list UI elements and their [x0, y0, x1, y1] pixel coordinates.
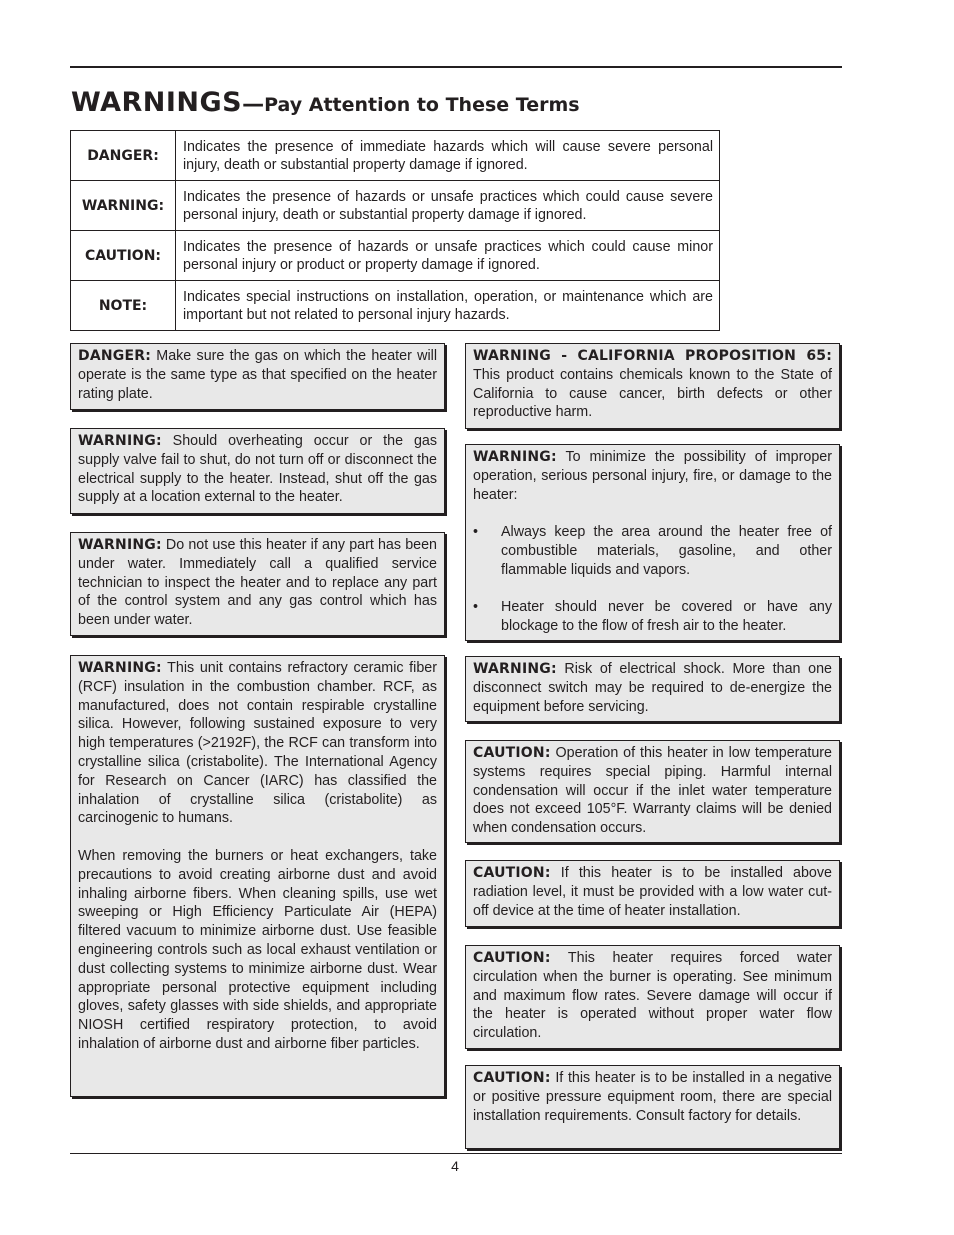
- warning-improper-operation-box: [465, 444, 840, 641]
- top-rule: [70, 66, 842, 68]
- box-body: This unit contains refractory ceramic fiber (RCF) insulation in the combustion chamber. RCF, as manufactured, does not contain respirable crystalline silica. However, following sustained exposure to very high temperatures (>2192F), the RCF can transform into crystalline silica (cristabolite). The International Agency for Research on Cancer (IARC) has classified the inhalation of crystalline silica (cristabolite) as carcinogenic to humans.: [78, 660, 437, 827]
- caution-low-temperature-box: [465, 740, 840, 843]
- box-text-2: When removing the burners or heat exchangers, take precautions to avoid creating airborne dust and avoid inhaling airborne fibers. When cleaning spills, use wet sweeping or High Efficiency Particulate Air (HEPA) filtered vacuum to minimize airborne dust. Use feasible engineering controls such as local exhaust ventilation or dust collecting systems to minimize airborne dust. Wear appropriate personal protective equipment including gloves, safety glasses with side shields, and appropriate NIOSH certified respiratory protection, to avoid inhalation of airborne dust and airborne fiber particles.: [78, 847, 437, 1052]
- box-text: [473, 744, 832, 838]
- terms-row-caution: [71, 231, 720, 281]
- term-description: Indicates the presence of hazards or unsafe practices which could cause minor personal injury or product or property damage if ignored.: [176, 231, 720, 281]
- box-text: [78, 432, 437, 507]
- title-sub: Pay Attention to These Terms: [264, 94, 580, 116]
- term-label: NOTE:: [71, 281, 176, 331]
- box-text: [473, 660, 832, 716]
- box-text: [78, 536, 437, 630]
- box-label: CAUTION:: [473, 745, 551, 761]
- caution-pressure-room-box: [465, 1065, 840, 1149]
- box-body: Do not use this heater if any part has been under water. Immediately call a qualified service technician to inspect the heater and to replace any part of the control system and any gas control which has been under water.: [78, 537, 437, 629]
- box-text: [473, 448, 832, 504]
- box-text: [473, 347, 832, 422]
- terms-row-warning: [71, 181, 720, 231]
- box-label: WARNING:: [473, 661, 557, 677]
- terms-table: [70, 130, 720, 331]
- box-label: WARNING - CALIFORNIA PROPOSITION 65:: [473, 348, 832, 364]
- bullet-icon: •: [473, 599, 479, 616]
- box-body: This product contains chemicals known to the State of California to cause cancer, birth defects or other reproductive harm.: [473, 366, 832, 421]
- warning-under-water-box: [70, 532, 445, 636]
- danger-gas-type-box: [70, 343, 445, 410]
- box-label: WARNING:: [78, 660, 162, 676]
- bottom-rule: [70, 1153, 842, 1154]
- box-body: If this heater is to be installed above radiation level, it must be provided with a low water cut-off device at the time of heater installation.: [473, 865, 832, 919]
- warning-electrical-shock-box: [465, 656, 840, 722]
- warning-rcf-box: [70, 655, 445, 1097]
- term-label: WARNING:: [71, 181, 176, 231]
- page-number: 4: [451, 1158, 459, 1174]
- page-title: [71, 82, 580, 119]
- box-label: WARNING:: [78, 537, 162, 553]
- list-item: [473, 598, 832, 636]
- box-body: Operation of this heater in low temperature systems requires special piping. Harmful internal condensation will occur if the inlet water temperature does not exceed 105°F. Warranty claims will be denied when condensation occurs.: [473, 745, 832, 837]
- box-body: If this heater is to be installed in a negative or positive pressure equipment room, there are special installation requirements. Consult factory for details.: [473, 1070, 832, 1124]
- term-label: DANGER:: [71, 131, 176, 181]
- box-body: This heater requires forced water circulation when the burner is operating. See minimum and maximum flow rates. Severe damage will occur if the heater is operated without proper water flow circulation.: [473, 950, 832, 1042]
- box-body: Risk of electrical shock. More than one disconnect switch may be required to de-energize the equipment before servicing.: [473, 661, 832, 715]
- caution-radiation-level-box: [465, 860, 840, 927]
- caution-forced-circulation-box: [465, 945, 840, 1049]
- warning-prop65-box: [465, 343, 840, 429]
- list-item-text: Always keep the area around the heater free of combustible materials, gasoline, and other flammable liquids and vapors.: [501, 524, 832, 578]
- list-item-text: Heater should never be covered or have any blockage to the flow of fresh air to the heater.: [501, 599, 832, 635]
- term-description: Indicates the presence of immediate hazards which will cause severe personal injury, death or substantial property damage if ignored.: [176, 131, 720, 181]
- box-text: [473, 1069, 832, 1125]
- bullet-list: [473, 523, 832, 636]
- warning-overheating-box: [70, 428, 445, 514]
- box-label: CAUTION:: [473, 1070, 551, 1086]
- box-text: [473, 864, 832, 920]
- list-item: [473, 523, 832, 579]
- box-text: [78, 659, 437, 828]
- title-main: WARNINGS: [71, 87, 243, 118]
- terms-row-danger: [71, 131, 720, 181]
- box-body: To minimize the possibility of improper operation, serious personal injury, fire, or damage to the heater:: [473, 449, 832, 503]
- box-label: DANGER:: [78, 348, 152, 364]
- box-label: CAUTION:: [473, 950, 551, 966]
- term-label: CAUTION:: [71, 231, 176, 281]
- term-description: Indicates special instructions on installation, operation, or maintenance which are important but not related to personal injury hazards.: [176, 281, 720, 331]
- terms-row-note: [71, 281, 720, 331]
- bullet-icon: •: [473, 524, 479, 541]
- box-text: [473, 949, 832, 1043]
- box-label: WARNING:: [78, 433, 162, 449]
- box-label: CAUTION:: [473, 865, 551, 881]
- box-body: Make sure the gas on which the heater will operate is the same type as that specified on the heater rating plate.: [78, 348, 437, 402]
- box-text: [78, 347, 437, 403]
- title-dash: —: [242, 92, 265, 117]
- term-description: Indicates the presence of hazards or unsafe practices which could cause severe personal injury, death or substantial property damage if ignored.: [176, 181, 720, 231]
- box-label: WARNING:: [473, 449, 557, 465]
- box-body: Should overheating occur or the gas supply valve fail to shut, do not turn off or disconnect the electrical supply to the heater. Instead, shut off the gas supply at a location external to the heater.: [78, 433, 437, 506]
